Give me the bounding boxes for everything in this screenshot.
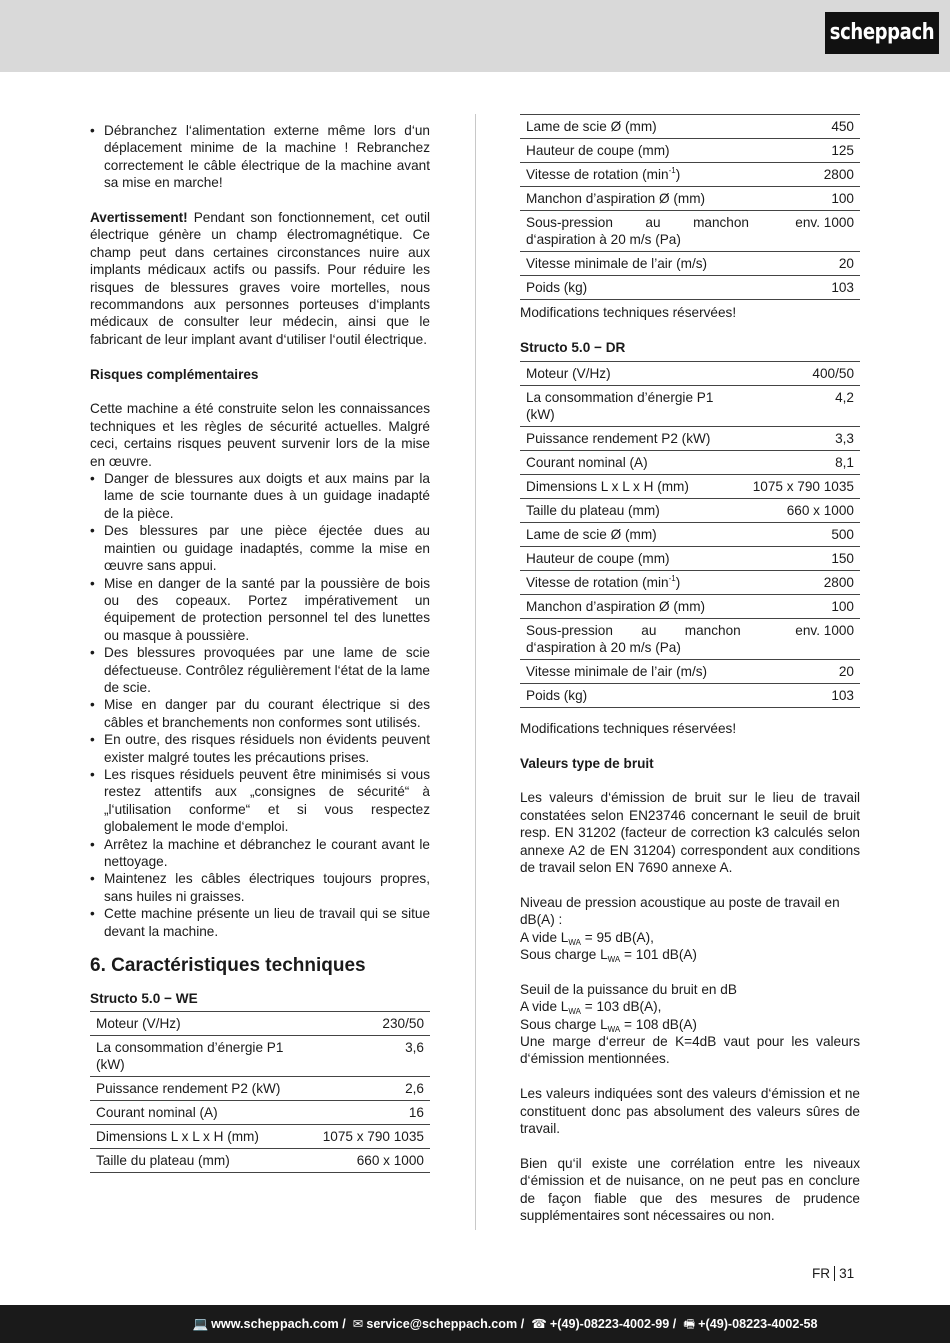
spec-value: 100 xyxy=(755,187,860,211)
spec-value: 20 xyxy=(755,252,860,276)
spec-value: 230/50 xyxy=(317,1012,430,1036)
spec-value: 4,2 xyxy=(747,385,860,426)
spec-value: 2800 xyxy=(755,163,860,187)
modifications-note: Modifications techniques réservées! xyxy=(520,305,737,320)
spec-key: Vitesse minimale de l’air (m/s) xyxy=(520,252,755,276)
value-label: A vide L xyxy=(520,999,569,1015)
table-row xyxy=(520,139,860,163)
spec-key: Puissance rendement P2 (kW) xyxy=(90,1077,317,1101)
pressure-load xyxy=(520,946,860,963)
scheppach-logo: scheppach xyxy=(825,12,939,54)
list-item: • Débranchez l‘alimentation externe même lors d‘un déplacement minime de la machine ! Rebranchez correctement le câble électrique de la machine avant sa mise en marche! xyxy=(90,122,430,192)
table-row xyxy=(520,594,860,618)
warning-text: Pendant son fonctionnement, cet outil électrique génère un champ électromagnétique. Ce champ peut dans certaines circonstances nuire aux implants médicaux actifs ou passifs. Pour réduire les risques de blessures graves voire mortelles, nous recommandons aux personnes porteuses d‘implants médicaux de consulter leur médecin, ainsi que le fabricant de leur implant avant d‘utiliser l‘outil électrique. xyxy=(90,210,430,347)
spec-key: Hauteur de coupe (mm) xyxy=(520,546,747,570)
warning-paragraph xyxy=(90,209,430,348)
right-column xyxy=(520,114,860,1225)
risks-heading: Risques complémentaires xyxy=(90,366,259,382)
list-item: • En outre, des risques résiduels non évidents peuvent exister malgré toutes les précautions prises. xyxy=(90,731,430,766)
value-label: Sous charge L xyxy=(520,1016,608,1032)
computer-icon: 💻 xyxy=(192,1317,209,1331)
spec-key: Poids (kg) xyxy=(520,683,747,707)
value-label: A vide L xyxy=(520,929,569,945)
table-row xyxy=(90,1101,430,1125)
spec-value: 8,1 xyxy=(747,450,860,474)
list-item: • Mise en danger par du courant électrique si des câbles et branchements non conformes sont utilisés. xyxy=(90,696,430,731)
spec-value: 660 x 1000 xyxy=(317,1149,430,1173)
table-row xyxy=(520,570,860,594)
spec-value: 3,6 xyxy=(317,1036,430,1077)
spec-key: La consommation d’énergie P1 (kW) xyxy=(520,385,747,426)
value-label: Sous charge L xyxy=(520,947,608,963)
risk-list xyxy=(90,470,430,940)
warning-label: Avertissement! xyxy=(90,210,188,226)
website-link[interactable]: www.scheppach.com / xyxy=(211,1317,346,1331)
correlation-paragraph: Bien qu‘il existe une corrélation entre les niveaux d‘émission et de nuisance, on ne peut pas en conclure de façon fiable que des mesures de prudence supplémentaires sont nécessaires ou non. xyxy=(520,1155,860,1224)
spec-value: 103 xyxy=(755,276,860,300)
dr-spec-table xyxy=(520,361,860,708)
table-row xyxy=(520,659,860,683)
spec-value: 125 xyxy=(755,139,860,163)
power-title: Seuil de la puissance du bruit en dB xyxy=(520,981,737,997)
risks-intro: Cette machine a été construite selon les connaissances techniques et les règles de sécurité actuelles. Malgré ceci, certains risques peuvent survenir lors de la mise en œuvre. xyxy=(90,401,430,469)
table-row xyxy=(520,474,860,498)
table-row xyxy=(520,361,860,385)
spec-key: Manchon d’aspiration Ø (mm) xyxy=(520,594,747,618)
table-row xyxy=(520,276,860,300)
table-row xyxy=(520,546,860,570)
list-item: • Cette machine présente un lieu de travail qui se situe devant la machine. xyxy=(90,905,430,940)
spec-key: Vitesse minimale de l’air (m/s) xyxy=(520,659,747,683)
spec-key-suffix: ) xyxy=(675,167,681,182)
spec-key: Lame de scie Ø (mm) xyxy=(520,522,747,546)
list-item: • Arrêtez la machine et débranchez le courant avant le nettoyage. xyxy=(90,836,430,871)
value-subscript: WA xyxy=(568,937,581,947)
spec-key: Dimensions L x L x H (mm) xyxy=(90,1125,317,1149)
power-load xyxy=(520,1016,860,1033)
column-divider xyxy=(475,114,476,1230)
margin-note: Une marge d‘erreur de K=4dB vaut pour les valeurs d‘émission mentionnées. xyxy=(520,1034,860,1067)
value-text: = 101 dB(A) xyxy=(620,947,697,963)
table-row xyxy=(520,450,860,474)
spec-value: 660 x 1000 xyxy=(747,498,860,522)
intro-list xyxy=(90,122,430,192)
value-subscript: WA xyxy=(607,1024,621,1034)
spec-key: Poids (kg) xyxy=(520,276,755,300)
table-row xyxy=(520,498,860,522)
spec-value: env. 1000 xyxy=(747,618,860,659)
list-item: • Les risques résiduels peuvent être minimisés si vous restez attentifs aux „consignes de sécurité“ à „l‘utilisation conforme“ et si vous respectez globalement le mode d‘emploi. xyxy=(90,766,430,836)
spec-value: 500 xyxy=(747,522,860,546)
spec-value: 2800 xyxy=(747,570,860,594)
pressure-idle xyxy=(520,929,860,946)
modifications-note: Modifications techniques réservées! xyxy=(520,720,737,736)
spec-key: Puissance rendement P2 (kW) xyxy=(520,426,747,450)
page-number xyxy=(812,1265,854,1282)
spec-value: 150 xyxy=(747,546,860,570)
spec-key: La consommation d’énergie P1 (kW) xyxy=(90,1036,317,1077)
spec-key: Lame de scie Ø (mm) xyxy=(520,115,755,139)
value-subscript: WA xyxy=(607,955,621,965)
phone-icon: ☎ xyxy=(531,1317,547,1331)
table-row xyxy=(90,1012,430,1036)
spec-value: 103 xyxy=(747,683,860,707)
spec-value: 2,6 xyxy=(317,1077,430,1101)
table-row xyxy=(520,385,860,426)
noise-heading: Valeurs type de bruit xyxy=(520,755,654,771)
we-spec-table-continued xyxy=(520,114,860,300)
table-row xyxy=(90,1125,430,1149)
table-row xyxy=(90,1036,430,1077)
spec-key-text: Vitesse de rotation (min xyxy=(526,167,669,182)
spec-key xyxy=(520,570,747,594)
fax-icon: 🖷 xyxy=(683,1317,696,1331)
page-number-value: 31 xyxy=(839,1266,855,1281)
list-item: • Des blessures par une pièce éjectée dues au maintien ou guidage inadaptés, comme la mise en œuvre sans appui. xyxy=(90,522,430,574)
left-column xyxy=(90,122,430,1173)
table-row xyxy=(520,618,860,659)
table-row xyxy=(90,1077,430,1101)
spec-key: Taille du plateau (mm) xyxy=(90,1149,317,1173)
spec-value: 1075 x 790 1035 xyxy=(747,474,860,498)
spec-key: Sous-pression au manchon d‘aspiration à 20 m/s (Pa) xyxy=(520,211,755,252)
table-row xyxy=(520,163,860,187)
list-item: • Mise en danger de la santé par la poussière de bois ou des copeaux. Portez impérativement un équipement de protection personnel tel des lunettes ou masque à poussière. xyxy=(90,575,430,645)
dr-table-title: Structo 5.0 − DR xyxy=(520,340,626,356)
table-row xyxy=(520,522,860,546)
email-link[interactable]: service@scheppach.com / xyxy=(366,1317,525,1331)
spec-key-text: Vitesse de rotation (min xyxy=(526,574,669,590)
spec-key xyxy=(520,163,755,187)
spec-key: Manchon d’aspiration Ø (mm) xyxy=(520,187,755,211)
spec-key-suffix: ) xyxy=(675,574,681,590)
value-text: = 103 dB(A), xyxy=(580,999,662,1015)
contact-footer xyxy=(0,1305,950,1343)
table-row xyxy=(520,683,860,707)
language-code: FR xyxy=(812,1266,831,1281)
spec-key: Sous-pression au manchon d‘aspiration à 20 m/s (Pa) xyxy=(520,618,747,659)
we-table-title: Structo 5.0 − WE xyxy=(90,991,198,1007)
list-item: • Maintenez les câbles électriques toujours propres, sans huiles ni graisses. xyxy=(90,870,430,905)
list-item: • Danger de blessures aux doigts et aux mains par la lame de scie tournante dues à un guidage inadapté de la pièce. xyxy=(90,470,430,522)
spec-key: Moteur (V/Hz) xyxy=(90,1012,317,1036)
we-spec-table xyxy=(90,1011,430,1173)
table-row xyxy=(520,211,860,252)
spec-key: Taille du plateau (mm) xyxy=(520,498,747,522)
spec-key-exponent: -1 xyxy=(668,573,676,583)
spec-key: Moteur (V/Hz) xyxy=(520,361,747,385)
table-row xyxy=(90,1149,430,1173)
table-row xyxy=(520,115,860,139)
spec-value: 1075 x 790 1035 xyxy=(317,1125,430,1149)
power-idle xyxy=(520,998,860,1015)
spec-value: 400/50 xyxy=(747,361,860,385)
spec-key: Courant nominal (A) xyxy=(520,450,747,474)
value-text: = 108 dB(A) xyxy=(620,1016,697,1032)
header-band xyxy=(0,0,950,72)
spec-value: 3,3 xyxy=(747,426,860,450)
spec-value: 450 xyxy=(755,115,860,139)
spec-value: 16 xyxy=(317,1101,430,1125)
fax-number: +(49)-08223-4002-58 xyxy=(698,1317,818,1331)
spec-key: Dimensions L x L x H (mm) xyxy=(520,474,747,498)
phone-number: +(49)-08223-4002-99 / xyxy=(549,1317,677,1331)
page-separator xyxy=(834,1266,835,1281)
spec-key-exponent: -1 xyxy=(668,166,676,175)
noise-paragraph: Les valeurs d‘émission de bruit sur le lieu de travail constatées selon EN23746 concernant le seuil de bruit resp. EN 31202 (facteur de correction k3 calculés selon annexe A2 de EN 31204) correspondent aux conditions de travail selon EN 7690 annexe A. xyxy=(520,790,860,876)
table-row xyxy=(520,252,860,276)
table-row xyxy=(520,187,860,211)
emission-paragraph: Les valeurs indiquées sont des valeurs d‘émission et ne constituent donc pas absolument des valeurs sûres de travail. xyxy=(520,1086,860,1137)
mail-icon: ✉ xyxy=(352,1317,364,1331)
spec-value: 100 xyxy=(747,594,860,618)
pressure-title: Niveau de pression acoustique au poste de travail en dB(A) : xyxy=(520,894,840,928)
table-row xyxy=(520,426,860,450)
spec-value: env. 1000 xyxy=(755,211,860,252)
value-subscript: WA xyxy=(568,1007,581,1017)
value-text: = 95 dB(A), xyxy=(580,929,654,945)
spec-key: Hauteur de coupe (mm) xyxy=(520,139,755,163)
list-item: • Des blessures provoquées par une lame de scie défectueuse. Contrôlez régulièrement l‘état de la lame de scie. xyxy=(90,644,430,696)
spec-key: Courant nominal (A) xyxy=(90,1101,317,1125)
spec-value: 20 xyxy=(747,659,860,683)
section-heading: 6. Caractéristiques techniques xyxy=(90,955,366,977)
